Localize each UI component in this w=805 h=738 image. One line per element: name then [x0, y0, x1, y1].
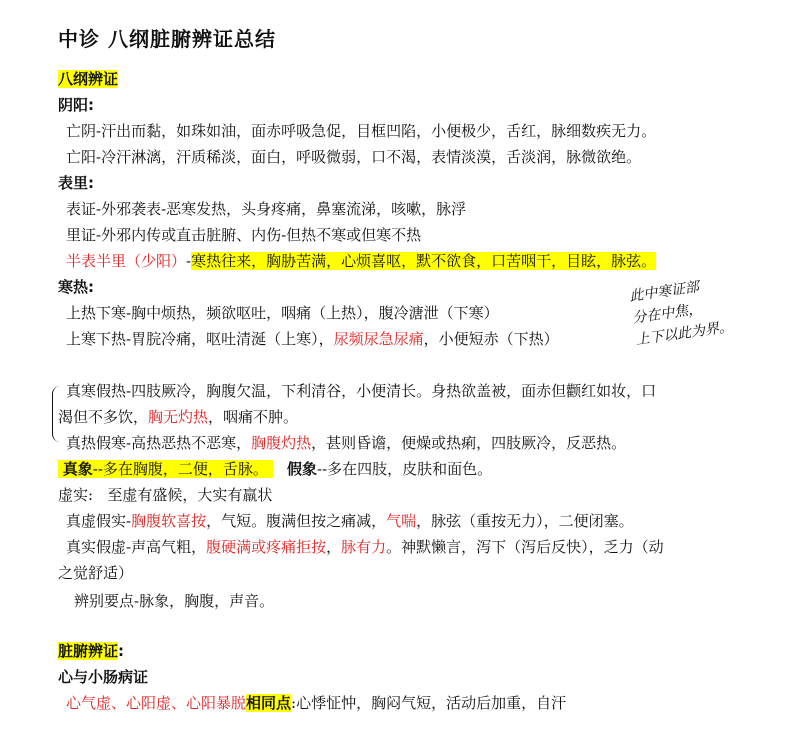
bagang-heading: 八纲辨证 — [58, 70, 119, 88]
banbiao-dash: - — [186, 252, 192, 270]
yinyang-heading — [58, 94, 94, 116]
zhenre-line — [66, 432, 626, 454]
zhenshi-red-2: 脉有力 — [341, 538, 387, 556]
xin-text: :心悸怔忡，胸闷气短，活动后加重，自汗 — [291, 694, 567, 712]
biaoli-label: 表里 — [58, 174, 89, 192]
zhenxu-text-c: ，脉弦（重按无力），二便闭塞。 — [416, 512, 634, 530]
zhenxiang-block — [58, 460, 273, 478]
yinyang-label: 阴阳 — [58, 96, 89, 114]
zhenhan-line-2 — [58, 406, 298, 428]
wangyin-line: 亡阴-汗出而黏，如珠如油，面赤呼吸急促，目框凹陷，小便极少，舌红，脉细数疾无力。 — [66, 122, 657, 140]
shanghan-text-a: 上寒下热-胃脘冷痛，呕吐清涎（上寒）， — [66, 330, 334, 348]
zhenhan-red: 胸无灼热 — [148, 408, 209, 426]
xin-label: 相同点 — [246, 694, 292, 712]
zhenhan-line-1: 真寒假热-四肢厥冷，胸腹欠温，下利清谷，小便清长。身热欲盖被，面赤但颧红如妆，口 — [66, 382, 657, 400]
zhenshi-red-1: 腹硬满或疼痛拒按 — [206, 538, 327, 556]
section-heading-zangfu — [58, 640, 124, 662]
zhenshi-text-b: ， — [326, 538, 342, 556]
li-line: 里证-外邪内传或直击脏腑、内伤-但热不寒或但寒不热 — [66, 226, 422, 244]
wangyang-line: 亡阳-冷汗淋漓，汗质稀淡，面白，呼吸微弱，口不渴，表情淡漠，舌淡润，脉微欲绝。 — [66, 148, 642, 166]
zhenxu-text-b: ，气短。腹满但按之痛减， — [206, 512, 387, 530]
zhenshi-text-c: 。神默懒言，泻下（泻后反快），乏力（动 — [386, 538, 664, 556]
banbiao-line — [66, 250, 656, 272]
zhenxiang-label: 真象 — [62, 460, 93, 478]
zhenshi-line-2: 之觉舒适） — [58, 564, 134, 582]
jiaxiang-text: --多在四肢，皮肤和面色。 — [317, 460, 493, 478]
xushi-label: 虚实: — [58, 486, 94, 504]
jiaxiang-label: 假象 — [287, 460, 318, 478]
handwritten-note — [628, 271, 749, 369]
zhenjia-line — [58, 458, 492, 480]
note-line-1: 此中寒证部 — [628, 279, 700, 305]
zhenxu-text-a: 真虚假实- — [66, 512, 132, 530]
note-line-3: 上下以此为界。 — [634, 318, 734, 349]
banbiao-text: 寒热往来，胸胁苦满，心烦喜呕，默不欲食，口苦咽干，目眩，脉弦。 — [191, 252, 657, 270]
hanre-label: 寒热 — [58, 278, 89, 296]
xushi-intro: 至虚有盛候，大实有羸状 — [107, 486, 273, 504]
bianbie-line: 辨别要点-脉象，胸腹，声音。 — [74, 592, 275, 610]
yinyang-colon: : — [88, 96, 95, 114]
section-heading-bagang — [58, 68, 118, 90]
xin-line — [66, 692, 566, 714]
hanre-heading — [58, 276, 94, 298]
banbiao-label: 半表半里（少阳） — [66, 252, 187, 270]
page-title: 中诊 八纲脏腑辨证总结 — [58, 27, 276, 51]
zhenxu-red-1: 胸腹软喜按 — [131, 512, 207, 530]
note-line-2: 分在中焦， — [631, 301, 704, 327]
zhenhan-text-b2: ，咽痛不肿。 — [208, 408, 299, 426]
zhenshi-text-a: 真实假虚-声高气粗， — [66, 538, 207, 556]
zhenre-text-b: ，甚则昏谵，便燥或热痢，四肢厥冷，反恶热。 — [311, 434, 627, 452]
biao-line: 表证-外邪袭表-恶寒发热，头身疼痛，鼻塞流涕，咳嗽，脉浮 — [66, 200, 467, 218]
zangfu-heading: 脏腑辨证 — [58, 642, 119, 660]
zhenxu-line — [66, 510, 634, 532]
shanghan-line — [66, 328, 559, 350]
zhenxu-red-2: 气喘 — [386, 512, 417, 530]
xin-xiaochang-heading: 心与小肠病证 — [58, 668, 149, 686]
zhenxiang-text: --多在胸腹，二便，舌脉。 — [92, 460, 268, 478]
zhenshi-line — [66, 536, 664, 558]
shangre-line: 上热下寒-胸中烦热，频欲呕吐，咽痛（上热），腹冷溏泄（下寒） — [66, 304, 499, 322]
zhenre-red: 胸腹灼热 — [251, 434, 312, 452]
hanre-colon: : — [88, 278, 95, 296]
shanghan-text-b: ，小便短赤（下热） — [423, 330, 559, 348]
zhenre-text-a: 真热假寒-高热恶热不恶寒， — [66, 434, 252, 452]
zangfu-colon: : — [118, 642, 125, 660]
shanghan-red: 尿频尿急尿痛 — [333, 330, 424, 348]
xin-red: 心气虚、心阳虚、心阳暴脱 — [66, 694, 247, 712]
xushi-line — [58, 484, 272, 506]
biaoli-colon: : — [88, 174, 95, 192]
zhenhan-text-b1: 渴但不多饮， — [58, 408, 149, 426]
biaoli-heading — [58, 172, 94, 194]
